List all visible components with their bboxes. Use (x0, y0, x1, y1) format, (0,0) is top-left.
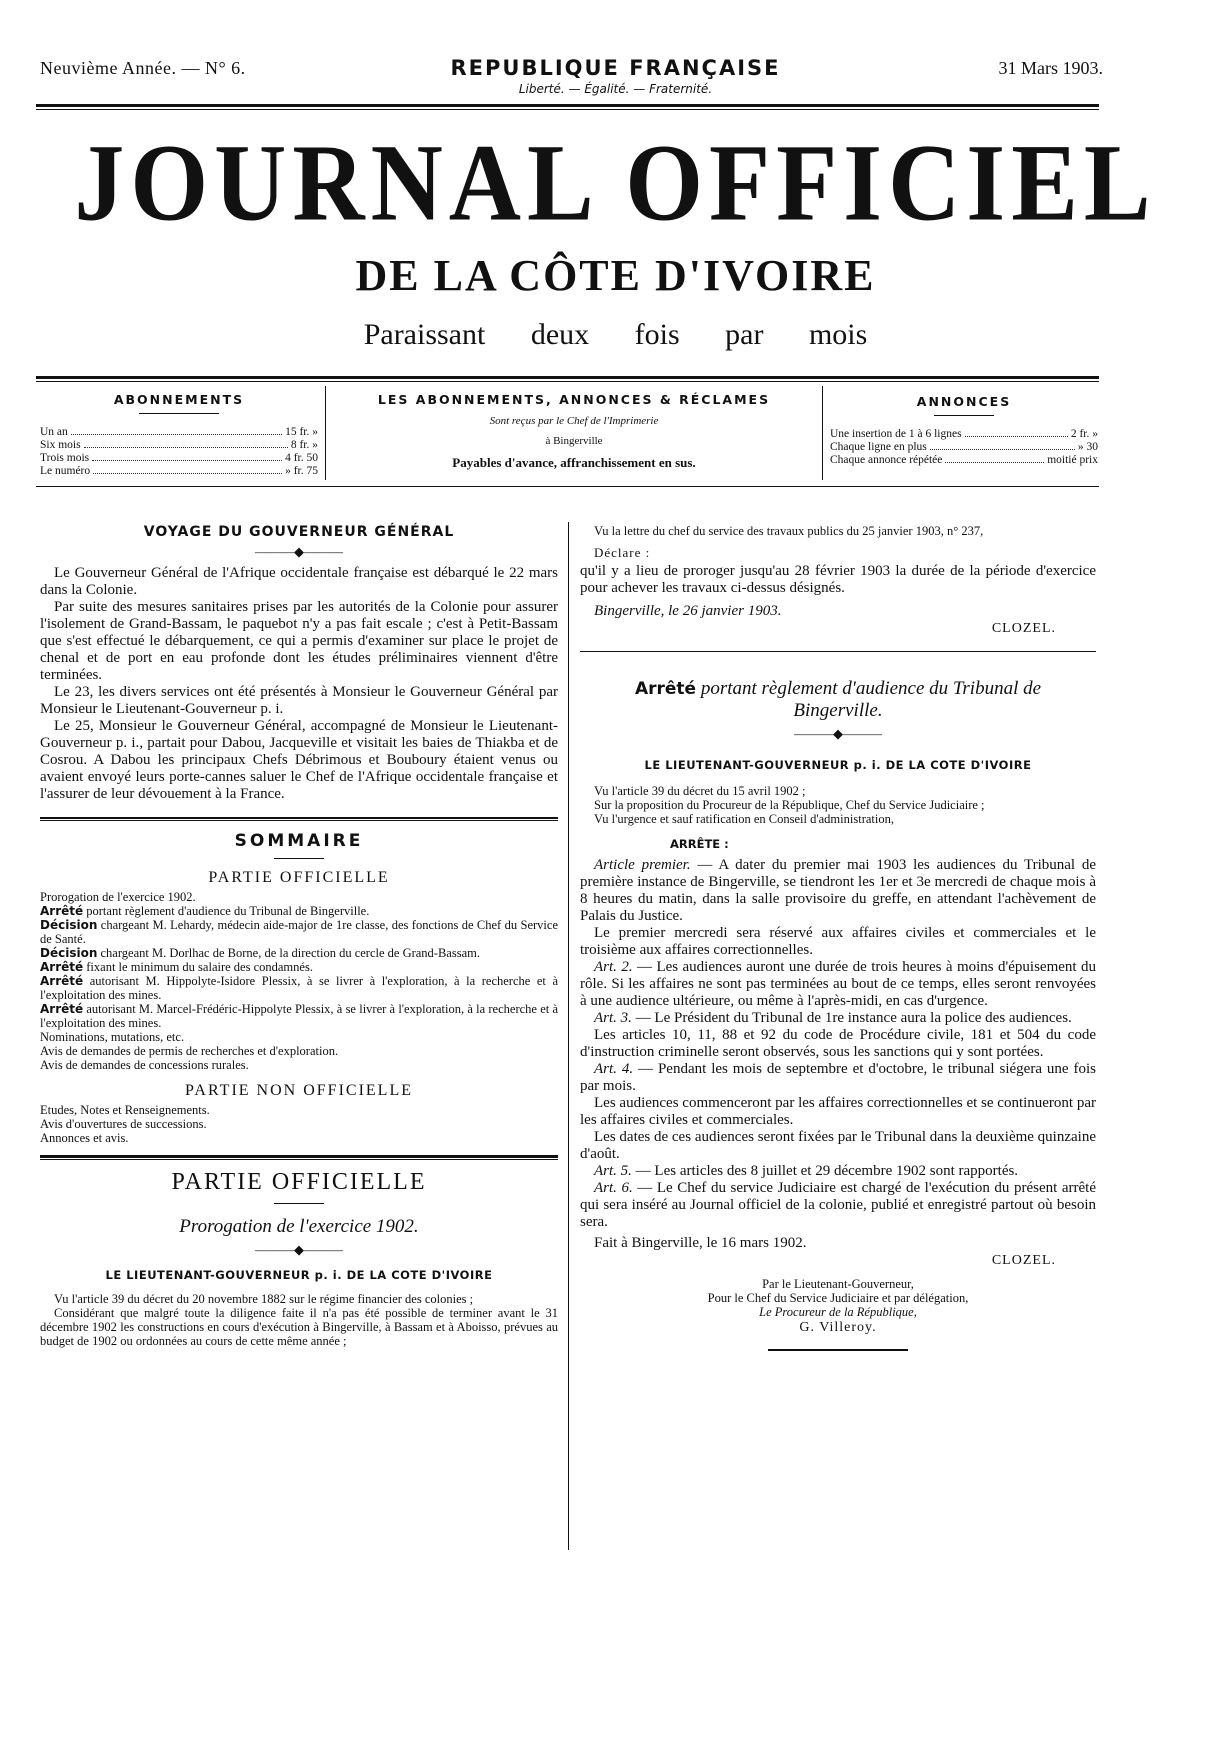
annonces-underline (934, 415, 994, 416)
visa-line: Vu l'urgence et sauf ratification en Conseil d'administration, (594, 812, 894, 826)
visa-line: Sur la proposition du Procureur de la République, Chef du Service Judiciaire ; (594, 798, 985, 812)
left-column (40, 524, 558, 1348)
partie-rule-thin (40, 1159, 558, 1160)
article: Art. 5. — Les articles des 8 juillet et 29 décembre 1902 sont rapportés. (594, 1163, 1019, 1179)
center-box-heading: LES ABONNEMENTS, ANNONCES & RÉCLAMES (377, 392, 771, 407)
box-divider-left (325, 386, 326, 480)
article: Art. 2. — Les audiences auront une durée de trois heures à moins d'épuisement du rôle. Si les affaires ne sont pas terminées au bout de ce temps, elles seront renvoyées à une audience ultérieure, ou même à l'après-midi, en cas d'urgence. (580, 959, 1096, 1009)
sommaire-rule (40, 817, 558, 819)
sommaire-list (40, 890, 558, 1072)
abonnements-underline (139, 413, 219, 414)
list-item: Nominations, mutations, etc. (40, 1030, 185, 1044)
list-item: Arrêté autorisant M. Hippolyte-Isidore Plessix, à se livrer à l'exploration, à la recherche et à l'exploitation des mines. (40, 974, 558, 1002)
box-top-rule (36, 376, 1099, 379)
list-item: Annonces et avis. (40, 1131, 129, 1145)
arrete-authority: LE LIEUTENANT-GOUVERNEUR p. i. DE LA COTE D'IVOIRE (644, 758, 1032, 772)
abonnements-box (40, 392, 318, 478)
visa-line: Considérant que malgré toute la diligence faite il n'a pas été possible de terminer avant le 31 décembre 1902 les constructions en cours d'exécution à Bingerville, à Bassam et à Aboisso, prévues au budget de 1902 ou ordonnées au cours de cette même année ; (40, 1306, 558, 1348)
prorogation-authority: LE LIEUTENANT-GOUVERNEUR p. i. DE LA COTE D'IVOIRE (105, 1268, 493, 1282)
list-item: Etudes, Notes et Renseignements. (40, 1103, 210, 1117)
vu-lettre: Vu la lettre du chef du service des travaux publics du 25 janvier 1903, n° 237, (594, 524, 984, 538)
arrete-fait: Fait à Bingerville, le 16 mars 1902. (594, 1235, 807, 1251)
arrete-label: ARRÊTE : (670, 837, 729, 851)
sommaire-rule-thin (40, 820, 558, 821)
voyage-paragraph: Le 25, Monsieur le Gouverneur Général, accompagné de Monsieur le Lieutenant-Gouverneur p. i., partait pour Dabou, Jacqueville et visitait les baies de Thiakba et de Cosrou. A Dabou les principaux Chefs Débrimous et Bouboury étaient venus ou avaient envoyé leurs porte-cannes saluer le Chef de l'Afrique occidentale française et l'assurer de leur dévouement à la France. (40, 718, 558, 802)
declare-text: qu'il y a lieu de proroger jusqu'au 28 février 1903 la durée de la période d'exercice pour achever les travaux ci-dessus désignés. (580, 563, 1096, 596)
delegation-line: Pour le Chef du Service Judiciaire et par délégation, (707, 1291, 969, 1305)
list-item: Prorogation de l'exercice 1902. (40, 890, 196, 904)
article: Art. 4. — Pendant les mois de septembre et d'octobre, le tribunal siégera une fois par mois. (580, 1061, 1097, 1094)
list-item: Arrêté portant règlement d'audience du Tribunal de Bingerville. (40, 904, 370, 918)
box-top-rule-thin (36, 381, 1099, 382)
article: Art. 3. — Le Président du Tribunal de 1re instance aura la police des audiences. (594, 1010, 1072, 1026)
list-item: Avis d'ouvertures de successions. (40, 1117, 207, 1131)
annonces-box (830, 394, 1098, 467)
voyage-paragraph: Par suite des mesures sanitaires prises par les autorités de la Colonie pour assurer l'isolement de Grand-Bassam, le paquebot n'y a pas fait escale ; c'est à Petit-Bassam que s'est effectué le débarquement, ce qui a permis d'examiner sur place le projet de chenal et de port en eau profonde dont les études préliminaires viennent d'être terminées. (40, 599, 558, 683)
header-rule (36, 104, 1099, 107)
rate-row: Le numéro » fr. 75 (40, 465, 318, 477)
article: Les articles 10, 11, 88 et 92 du code de Procédure civile, 181 et 504 du code d'instruction criminelle seront observés, sous les sanctions qui y sont portées. (580, 1027, 1096, 1060)
list-item: Arrêté fixant le minimum du salaire des condamnés. (40, 960, 313, 974)
arrete-signature: CLOZEL. (991, 1253, 1056, 1268)
abonnements-rates (40, 426, 318, 478)
edition-number: Neuvième Année. — N° 6. (40, 58, 246, 78)
list-item: Arrêté autorisant M. Marcel-Frédéric-Hippolyte Plessix, à se livrer à l'exploration, à la recherche et à l'exploitation des mines. (40, 1002, 558, 1030)
journal-title: JOURNAL OFFICIEL (74, 121, 1157, 244)
prorogation-place-date: Bingerville, le 26 janvier 1903. (594, 603, 782, 619)
prorogation-title: Prorogation de l'exercice 1902. (179, 1216, 419, 1237)
arrete-visas (580, 784, 1096, 826)
delegation-line: Par le Lieutenant-Gouverneur, (762, 1277, 914, 1291)
box-divider-right (822, 386, 823, 480)
list-item: Avis de demandes de permis de recherches et d'exploration. (40, 1044, 339, 1058)
right-column (580, 524, 1096, 1351)
visa-line: Vu l'article 39 du décret du 15 avril 1902 ; (594, 784, 806, 798)
column-divider (568, 522, 569, 1550)
list-item: Avis de demandes de concessions rurales. (40, 1058, 249, 1072)
voyage-heading: VOYAGE DU GOUVERNEUR GÉNÉRAL (143, 524, 455, 540)
sommaire-non-list (40, 1103, 558, 1145)
article: Le premier mercredi sera réservé aux affaires civiles et commerciales et le troisième aux affaires correctionnelles. (580, 925, 1096, 958)
sommaire-non-officielle-heading: PARTIE NON OFFICIELLE (184, 1082, 413, 1099)
declare-label: Déclare : (594, 545, 651, 560)
arrete-title: Arrêté portant règlement d'audience du Tribunal de Bingerville. (634, 678, 1042, 721)
list-item: Décision chargeant M. Dorlhac de Borne, de la direction du cercle de Grand-Bassam. (40, 946, 480, 960)
sommaire-underline (274, 858, 324, 859)
issue-date: 31 Mars 1903. (998, 58, 1103, 78)
sommaire-heading: SOMMAIRE (234, 831, 364, 851)
center-box (332, 392, 816, 471)
delegation-line: Le Procureur de la République, (759, 1305, 917, 1319)
annonces-heading: ANNONCES (916, 394, 1012, 409)
rate-row: Six mois 8 fr. » (40, 439, 318, 451)
prorogation-divider: ———◆——— (255, 1242, 343, 1257)
rate-row: Une insertion de 1 à 6 lignes 2 fr. » (830, 428, 1098, 440)
prorogation-signature: CLOZEL. (991, 621, 1056, 636)
procureur-signature: G. Villeroy. (799, 1320, 877, 1335)
header-rule-thin (36, 109, 1099, 110)
sommaire-officielle-heading: PARTIE OFFICIELLE (208, 869, 390, 886)
prorogation-visa (40, 1292, 558, 1348)
voyage-divider: ———◆——— (255, 544, 343, 559)
voyage-paragraph: Le 23, les divers services ont été présentés à Monsieur le Gouverneur Général par Monsieur le Lieutenant-Gouverneur p. i. (40, 684, 558, 717)
annonces-rates (830, 428, 1098, 467)
center-box-line1: Sont reçus par le Chef de l'Imprimerie (489, 415, 659, 427)
article: Les audiences commenceront par les affaires correctionnelles et se continueront par les affaires civiles et commerciales. (580, 1095, 1097, 1128)
delegation-block (580, 1277, 1096, 1335)
center-box-line3: Payables d'avance, affranchissement en sus. (452, 455, 696, 470)
article: Art. 6. — Le Chef du service Judiciaire est chargé de l'exécution du présent arrêté qui sera inséré au Journal officiel de la colonie, publié et enregistré partout où besoin sera. (580, 1180, 1096, 1230)
motto: Liberté. — Égalité. — Fraternité. (518, 82, 713, 96)
end-rule (768, 1349, 908, 1351)
rate-row: Chaque ligne en plus » 30 (830, 441, 1098, 453)
box-bottom-rule (36, 486, 1099, 487)
article: Article premier. — A dater du premier mai 1903 les audiences du Tribunal de première instance de Bingerville, se tiendront les 1er et 3e mercredi de chaque mois à 8 heures du matin, dans la salle provisoire du greffe, en attendant l'achèvement de Palais du Justice. (580, 857, 1096, 924)
section-rule (580, 651, 1096, 652)
visa-line: Vu l'article 39 du décret du 20 novembre 1882 sur le régime financier des colonies ; (54, 1292, 474, 1306)
rate-row: Un an 15 fr. » (40, 426, 318, 438)
republic-title: REPUBLIQUE FRANÇAISE (450, 56, 781, 80)
abonnements-heading: ABONNEMENTS (113, 392, 245, 407)
rate-row: Chaque annonce répétée moitié prix (830, 454, 1098, 466)
partie-rule (40, 1155, 558, 1158)
article: Les dates de ces audiences seront fixées par le Tribunal dans la deuxième quinzaine d'août. (580, 1129, 1096, 1162)
list-item: Décision chargeant M. Lehardy, médecin aide-major de 1re classe, des fonctions de Chef du Service de Santé. (40, 918, 558, 946)
voyage-paragraph: Le Gouverneur Général de l'Afrique occidentale française est débarqué le 22 mars dans la Colonie. (40, 565, 558, 598)
partie-officielle-heading: PARTIE OFFICIELLE (171, 1169, 427, 1195)
publication-frequency: Paraissant deux fois par mois (363, 318, 868, 351)
journal-subtitle: DE LA CÔTE D'IVOIRE (355, 251, 876, 300)
partie-underline (274, 1203, 324, 1204)
rate-row: Trois mois 4 fr. 50 (40, 452, 318, 464)
arrete-divider: ———◆——— (794, 726, 882, 741)
center-box-line2: à Bingerville (545, 435, 603, 447)
